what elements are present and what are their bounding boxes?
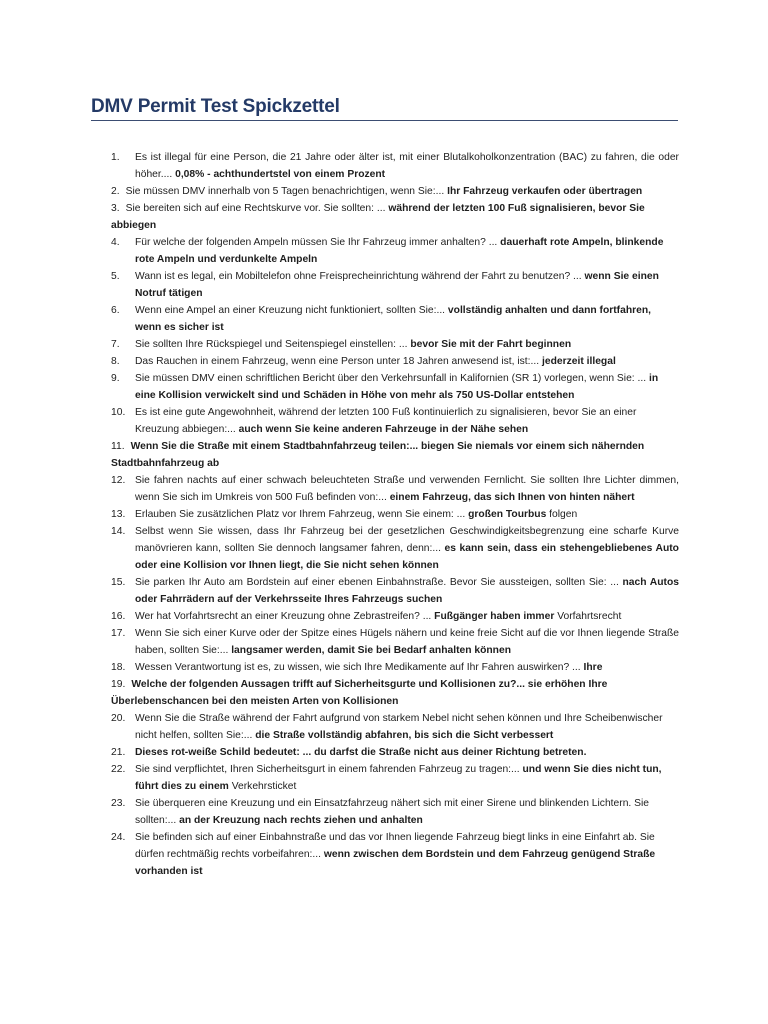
question-text: Es ist eine gute Angewohnheit, während der letzten 100 Fuß kontinuierlich zu signalisieren, bevor Sie an einer Kreuzung abbiegen:... bbox=[135, 407, 637, 435]
answer-text: in eine Kollision verwickelt sind und Schäden in Höhe von mehr als 750 US-Dollar entstehen bbox=[135, 373, 659, 401]
item-number: 16. bbox=[111, 611, 126, 622]
answer-text: nach Autos oder Fahrrädern auf der Verkehrsseite Ihres Fahrzeugs suchen bbox=[135, 577, 679, 605]
item-number: 21. bbox=[111, 747, 126, 758]
list-item bbox=[111, 829, 679, 880]
question-text: Sie sollten Ihre Rückspiegel und Seitenspiegel einstellen: ... bbox=[135, 339, 408, 350]
question-text: Sie müssen DMV einen schriftlichen Bericht über den Verkehrsunfall in Kalifornien (SR 1) vorlegen, wenn Sie: ... bbox=[135, 373, 647, 384]
list-item bbox=[111, 183, 679, 200]
title-underline bbox=[91, 120, 678, 121]
question-text: Sie bereiten sich auf eine Rechtskurve vor. Sie sollten: ... bbox=[125, 203, 386, 214]
answer-text: Fußgänger haben immer bbox=[434, 611, 555, 622]
list-item bbox=[111, 608, 679, 625]
list-item bbox=[111, 370, 679, 404]
item-number: 14. bbox=[111, 526, 126, 537]
question-text: Das Rauchen in einem Fahrzeug, wenn eine Person unter 18 Jahren anwesend ist, ist:... bbox=[135, 356, 540, 367]
item-number: 10. bbox=[111, 407, 126, 418]
item-number: 2. bbox=[111, 186, 120, 197]
list-item bbox=[111, 710, 679, 744]
question-text: Sie überqueren eine Kreuzung und ein Einsatzfahrzeug nähert sich mit einer Sirene und blinkenden Lichtern. Sie sollten:... bbox=[135, 798, 650, 826]
list-item bbox=[111, 506, 679, 523]
item-number: 19. bbox=[111, 679, 126, 690]
list-item bbox=[111, 574, 679, 608]
list-item bbox=[111, 302, 679, 336]
list-item bbox=[111, 761, 679, 795]
item-number: 3. bbox=[111, 203, 120, 214]
trailing-text: folgen bbox=[549, 509, 578, 520]
question-text: Wenn eine Ampel an einer Kreuzung nicht funktioniert, sollten Sie:... bbox=[135, 305, 446, 316]
item-number: 1. bbox=[111, 152, 120, 163]
question-text: Für welche der folgenden Ampeln müssen Sie Ihr Fahrzeug immer anhalten? ... bbox=[135, 237, 498, 248]
item-number: 6. bbox=[111, 305, 120, 316]
question-text: Erlauben Sie zusätzlichen Platz vor Ihrem Fahrzeug, wenn Sie einem: ... bbox=[135, 509, 466, 520]
document-title: DMV Permit Test Spickzettel bbox=[91, 96, 340, 117]
list-item bbox=[111, 200, 679, 234]
answer-text: auch wenn Sie keine anderen Fahrzeuge in der Nähe sehen bbox=[238, 424, 529, 435]
list-item bbox=[111, 523, 679, 574]
item-number: 24. bbox=[111, 832, 126, 843]
list-item bbox=[111, 336, 679, 353]
answer-text: wenn zwischen dem Bordstein und dem Fahrzeug genügend Straße vorhanden ist bbox=[135, 849, 656, 877]
question-text: Wessen Verantwortung ist es, zu wissen, wie sich Ihre Medikamente auf Ihr Fahren auswirken? ... bbox=[135, 662, 581, 673]
question-text: Sie sind verpflichtet, Ihren Sicherheitsgurt in einem fahrenden Fahrzeug zu tragen:... bbox=[135, 764, 520, 775]
answer-text: die Straße vollständig abfahren, bis sich die Sicht verbessert bbox=[255, 730, 554, 741]
answer-text: einem Fahrzeug, das sich Ihnen von hinten nähert bbox=[389, 492, 635, 503]
answer-text: Dieses rot-weiße Schild bedeutet: ... du darfst die Straße nicht aus deiner Richtung betreten. bbox=[135, 747, 587, 758]
item-number: 18. bbox=[111, 662, 126, 673]
answer-text: langsamer werden, damit Sie bei Bedarf anhalten können bbox=[231, 645, 511, 656]
question-text: Sie parken Ihr Auto am Bordstein auf einer ebenen Einbahnstraße. Bevor Sie aussteigen, sollten Sie: ... bbox=[135, 577, 619, 588]
list-item bbox=[111, 404, 679, 438]
answer-text: großen Tourbus bbox=[468, 509, 547, 520]
item-number: 11. bbox=[111, 441, 125, 452]
trailing-text: Vorfahrtsrecht bbox=[557, 611, 622, 622]
list-item bbox=[111, 795, 679, 829]
item-number: 13. bbox=[111, 509, 126, 520]
answer-text: an der Kreuzung nach rechts ziehen und anhalten bbox=[179, 815, 423, 826]
list-item bbox=[111, 625, 679, 659]
answer-text: bevor Sie mit der Fahrt beginnen bbox=[410, 339, 572, 350]
list-item bbox=[111, 744, 679, 761]
item-number: 17. bbox=[111, 628, 126, 639]
question-text: Selbst wenn Sie wissen, dass Ihr Fahrzeug bei der gesetzlichen Geschwindigkeitsbegrenzung eine scharfe Kurve manövrieren kann, sollten Sie dennoch langsamer fahren, denn:... bbox=[135, 526, 679, 554]
list-item bbox=[111, 472, 679, 506]
question-text: Wer hat Vorfahrtsrecht an einer Kreuzung ohne Zebrastreifen? ... bbox=[135, 611, 432, 622]
answer-text: wenn Sie einen Notruf tätigen bbox=[135, 271, 659, 299]
question-text: Sie müssen DMV innerhalb von 5 Tagen benachrichtigen, wenn Sie:... bbox=[125, 186, 445, 197]
answer-text: Ihr Fahrzeug verkaufen oder übertragen bbox=[447, 186, 643, 197]
item-number: 5. bbox=[111, 271, 120, 282]
question-text: Wenn Sie sich einer Kurve oder der Spitze eines Hügels nähern und keine freie Sicht auf die vor Ihnen liegende Straße haben, sollten Sie:... bbox=[135, 628, 679, 656]
item-number: 7. bbox=[111, 339, 120, 350]
item-number: 23. bbox=[111, 798, 126, 809]
question-text: Sie fahren nachts auf einer schwach beleuchteten Straße und verwenden Fernlicht. Sie sollten Ihre Lichter dimmen, wenn Sie sich im Umkreis von 500 Fuß befinden von:... bbox=[135, 475, 679, 503]
answer-text: Welche der folgenden Aussagen trifft auf Sicherheitsgurte und Kollisionen zu?... sie erhöhen Ihre Überlebenschancen bei den meisten Arten von Kollisionen bbox=[111, 679, 608, 707]
list-item bbox=[111, 353, 679, 370]
answer-text: 0,08% - achthundertstel von einem Prozent bbox=[175, 169, 386, 180]
item-number: 9. bbox=[111, 373, 120, 384]
answer-text: jederzeit illegal bbox=[541, 356, 616, 367]
list-item bbox=[111, 676, 679, 710]
item-number: 15. bbox=[111, 577, 126, 588]
answer-text: vollständig anhalten und dann fortfahren, wenn es sicher ist bbox=[135, 305, 652, 333]
answer-text: und wenn Sie dies nicht tun, führt dies zu einem bbox=[135, 764, 662, 792]
question-list bbox=[111, 149, 679, 880]
question-text: Wann ist es legal, ein Mobiltelefon ohne Freisprecheinrichtung während der Fahrt zu benutzen? ... bbox=[135, 271, 582, 282]
item-number: 22. bbox=[111, 764, 126, 775]
list-item bbox=[111, 268, 679, 302]
item-number: 4. bbox=[111, 237, 120, 248]
answer-text: dauerhaft rote Ampeln, blinkende rote Ampeln und verdunkelte Ampeln bbox=[135, 237, 664, 265]
item-number: 8. bbox=[111, 356, 120, 367]
list-item bbox=[111, 149, 679, 183]
answer-text: Ihre bbox=[583, 662, 603, 673]
question-text: Wenn Sie die Straße während der Fahrt aufgrund von starkem Nebel nicht sehen können und Ihre Scheibenwischer nicht helfen, sollten Sie:... bbox=[135, 713, 663, 741]
question-text: Sie befinden sich auf einer Einbahnstraße und das vor Ihnen liegende Fahrzeug biegt links in eine Einfahrt ab. Sie dürfen rechtmäßig rechts vorbeifahren:... bbox=[135, 832, 655, 860]
answer-text: während der letzten 100 Fuß signalisieren, bevor Sie abbiegen bbox=[111, 203, 645, 231]
list-item bbox=[111, 659, 679, 676]
item-number: 20. bbox=[111, 713, 126, 724]
trailing-text: Verkehrsticket bbox=[231, 781, 297, 792]
list-item bbox=[111, 234, 679, 268]
item-number: 12. bbox=[111, 475, 126, 486]
answer-text: Wenn Sie die Straße mit einem Stadtbahnfahrzeug teilen:... biegen Sie niemals vor einem sich nähernden Stadtbahnfahrzeug ab bbox=[111, 441, 645, 469]
answer-text: es kann sein, dass ein stehengebliebenes Auto oder eine Kollision vor Ihnen liegt, die Sie nicht sehen können bbox=[135, 543, 679, 571]
question-text: Es ist illegal für eine Person, die 21 Jahre oder älter ist, mit einer Blutalkoholkonzentration (BAC) zu fahren, die oder höher.... bbox=[135, 152, 679, 180]
list-item bbox=[111, 438, 679, 472]
